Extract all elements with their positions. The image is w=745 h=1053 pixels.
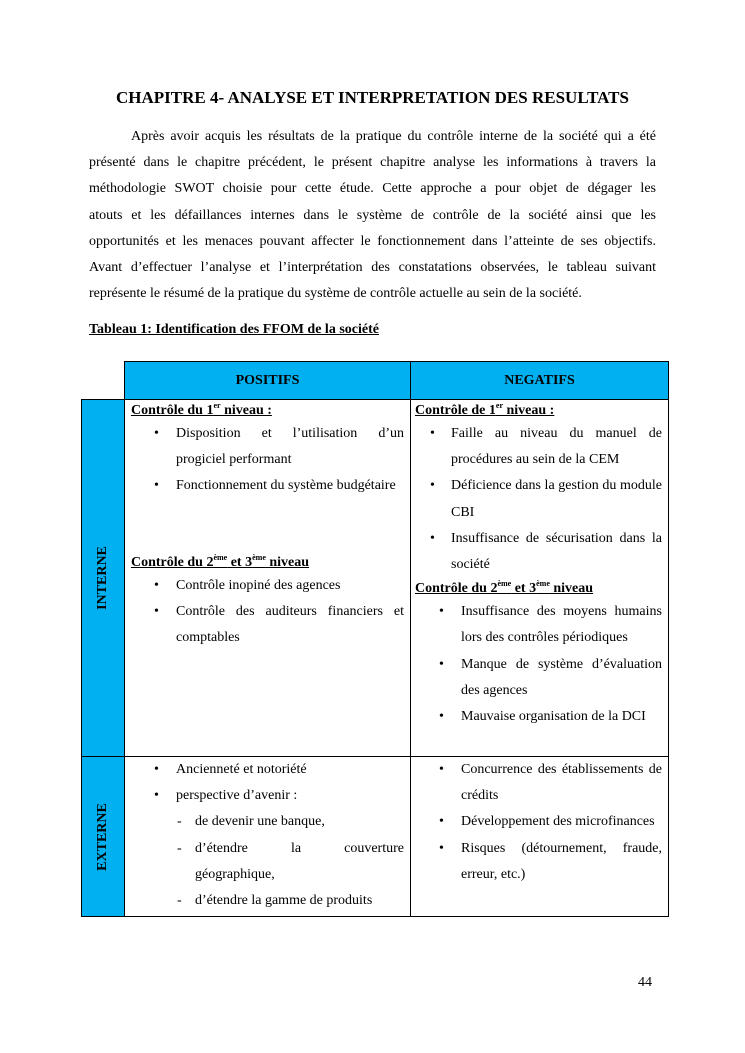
bullet-list bbox=[415, 421, 662, 578]
list-item: • Déficience dans la gestion du module CBI bbox=[415, 473, 662, 525]
intro-paragraph bbox=[89, 124, 656, 307]
paragraph-line: opportunités et les menaces pouvant affecter le fonctionnement dans l’atteinte de ses objectifs. bbox=[89, 233, 656, 249]
list-item: • Insuffisance des moyens humains lors des contrôles périodiques bbox=[415, 599, 662, 651]
section-heading: Contrôle de 1er niveau : bbox=[415, 401, 555, 418]
list-item: • Développement des microfinances bbox=[415, 809, 662, 835]
paragraph-line: représente le résumé de la pratique du système de contrôle actuelle au sein de la société. bbox=[89, 286, 582, 302]
paragraph-line: Après avoir acquis les résultats de la pratique du contrôle interne de la société qui a été bbox=[131, 129, 656, 144]
cell-externe-positifs bbox=[125, 757, 411, 917]
section-heading: Contrôle du 1er niveau : bbox=[131, 401, 272, 418]
sub-list-item: - d’étendre la couverture géographique, bbox=[131, 836, 404, 888]
row-externe bbox=[82, 757, 669, 917]
list-item: • Faille au niveau du manuel de procédures au sein de la CEM bbox=[415, 421, 662, 473]
swot-table bbox=[81, 361, 669, 917]
list-item: • Insuffisance de sécurisation dans la société bbox=[415, 526, 662, 578]
sub-list-item: - de devenir une banque, bbox=[131, 809, 404, 835]
bullet-list bbox=[415, 757, 662, 888]
header-positifs: POSITIFS bbox=[125, 362, 411, 400]
bullet-list bbox=[131, 757, 404, 914]
row-label-interne bbox=[82, 400, 125, 757]
list-item: • Concurrence des établissements de crédits bbox=[415, 757, 662, 809]
list-item: • Disposition et l’utilisation d’un progiciel performant bbox=[131, 421, 404, 473]
cell-interne-negatifs bbox=[411, 400, 669, 757]
cell-externe-negatifs bbox=[411, 757, 669, 917]
paragraph-line: méthodologie SWOT choisie pour cette étude. Cette approche a pour objet de dégager les bbox=[89, 181, 656, 197]
list-item: • Ancienneté et notoriété bbox=[131, 757, 404, 783]
paragraph-line: atouts et les défaillances internes dans le système de contrôle de la société ainsi que les bbox=[89, 207, 656, 223]
row-label-text: EXTERNE bbox=[95, 802, 110, 871]
row-interne bbox=[82, 400, 669, 757]
section-heading: Contrôle du 2ème et 3ème niveau bbox=[415, 579, 594, 597]
list-item: • Mauvaise organisation de la DCI bbox=[415, 704, 662, 730]
row-label-externe bbox=[82, 757, 125, 917]
list-item: • Fonctionnement du système budgétaire bbox=[131, 473, 404, 499]
bullet-list bbox=[415, 599, 662, 730]
row-label-text: INTERNE bbox=[95, 546, 110, 610]
chapter-title: CHAPITRE 4- ANALYSE ET INTERPRETATION DES RESULTATS bbox=[116, 88, 629, 107]
sub-list-item: - d’étendre la gamme de produits bbox=[131, 888, 404, 914]
list-item: • Manque de système d’évaluation des agences bbox=[415, 652, 662, 704]
list-item: • Contrôle inopiné des agences bbox=[131, 573, 404, 599]
list-item: • Risques (détournement, fraude, erreur, etc.) bbox=[415, 836, 662, 888]
table-caption: Tableau 1: Identification des FFOM de la société bbox=[89, 322, 379, 337]
list-item: • Contrôle des auditeurs financiers et comptables bbox=[131, 599, 404, 651]
paragraph-line: Avant d’effectuer l’analyse et l’interprétation des constatations observées, le tableau suivant bbox=[89, 260, 656, 276]
page-number: 44 bbox=[638, 975, 652, 990]
bullet-list bbox=[131, 573, 404, 652]
header-negatifs: NEGATIFS bbox=[411, 362, 669, 400]
bullet-list bbox=[131, 421, 404, 500]
empty-corner-cell bbox=[82, 362, 125, 400]
paragraph-line: présenté dans le chapitre précédent, le présent chapitre analyse les informations à travers la bbox=[89, 155, 656, 171]
section-heading: Contrôle du 2ème et 3ème niveau bbox=[131, 552, 310, 570]
cell-interne-positifs bbox=[125, 400, 411, 757]
table-header-row bbox=[82, 362, 669, 400]
list-item: • perspective d’avenir : bbox=[131, 783, 404, 809]
